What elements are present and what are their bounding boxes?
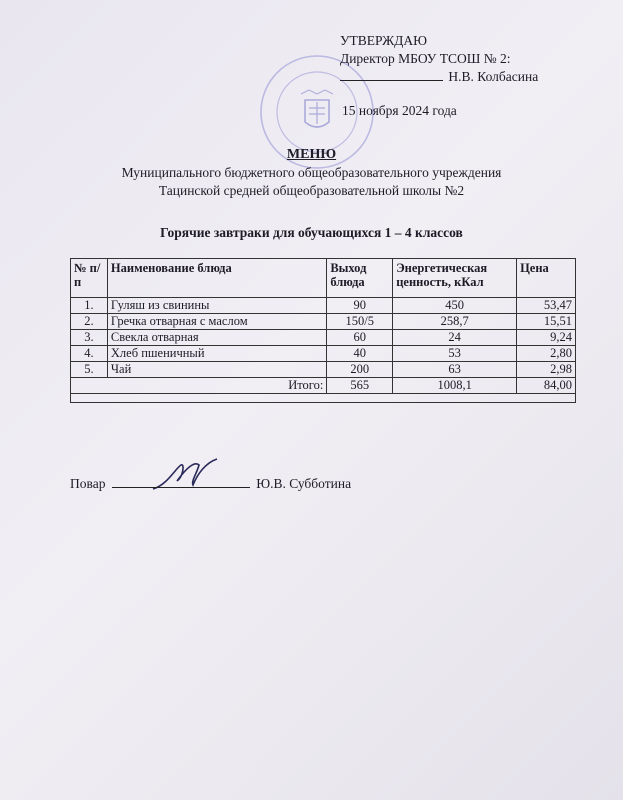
document-title: МЕНЮ bbox=[286, 147, 337, 162]
cell-price: 2,80 bbox=[517, 346, 576, 362]
table-total-row bbox=[71, 378, 576, 394]
total-energy: 1008,1 bbox=[393, 378, 517, 394]
approval-date: 15 ноября 2024 года bbox=[342, 103, 457, 118]
cell-energy: 258,7 bbox=[393, 314, 517, 330]
cell-name: Гречка отварная с маслом bbox=[107, 314, 326, 330]
cell-energy: 63 bbox=[393, 362, 517, 378]
header-num: № п/п bbox=[71, 259, 108, 298]
approval-title: УТВЕРЖДАЮ bbox=[340, 33, 428, 48]
director-name: Н.В. Колбасина bbox=[448, 69, 539, 84]
header-name: Наименование блюда bbox=[107, 259, 326, 298]
table-row bbox=[71, 346, 576, 362]
cell-name: Гуляш из свинины bbox=[107, 298, 326, 314]
cell-yield: 200 bbox=[327, 362, 393, 378]
table-row bbox=[71, 330, 576, 346]
cook-role: Повар bbox=[70, 476, 106, 491]
approval-position: Директор МБОУ ТСОШ № 2: bbox=[340, 51, 511, 66]
table-row bbox=[71, 314, 576, 330]
cell-energy: 450 bbox=[393, 298, 517, 314]
table-header-row bbox=[71, 259, 576, 298]
cell-price: 2,98 bbox=[517, 362, 576, 378]
cell-price: 15,51 bbox=[517, 314, 576, 330]
cell-num: 5. bbox=[71, 362, 108, 378]
menu-table bbox=[70, 258, 576, 403]
organization-line-2: Тацинской средней общеобразовательной школы №2 bbox=[158, 183, 465, 198]
header-price: Цена bbox=[517, 259, 576, 298]
spacer-cell bbox=[71, 394, 576, 403]
cell-num: 1. bbox=[71, 298, 108, 314]
header-energy: Энергетическая ценность, кКал bbox=[393, 259, 517, 298]
table-row bbox=[71, 362, 576, 378]
approval-signature-line bbox=[340, 68, 538, 86]
cell-energy: 53 bbox=[393, 346, 517, 362]
document-subtitle: Горячие завтраки для обучающихся 1 – 4 классов bbox=[160, 225, 463, 240]
cell-price: 9,24 bbox=[517, 330, 576, 346]
total-price: 84,00 bbox=[517, 378, 576, 394]
cell-name: Чай bbox=[107, 362, 326, 378]
cook-signature-underline bbox=[112, 476, 250, 488]
cell-num: 2. bbox=[71, 314, 108, 330]
total-label: Итого: bbox=[71, 378, 327, 394]
table-spacer-row bbox=[71, 394, 576, 403]
signature-underline bbox=[340, 69, 443, 81]
cell-name: Хлеб пшеничный bbox=[107, 346, 326, 362]
cell-yield: 150/5 bbox=[327, 314, 393, 330]
table-row bbox=[71, 298, 576, 314]
cook-signature-block bbox=[70, 476, 351, 492]
total-yield: 565 bbox=[327, 378, 393, 394]
cell-yield: 40 bbox=[327, 346, 393, 362]
cell-num: 4. bbox=[71, 346, 108, 362]
cook-name: Ю.В. Субботина bbox=[256, 476, 352, 491]
cell-energy: 24 bbox=[393, 330, 517, 346]
organization-line-1: Муниципального бюджетного общеобразовательного учреждения bbox=[121, 165, 502, 180]
cell-yield: 60 bbox=[327, 330, 393, 346]
cell-yield: 90 bbox=[327, 298, 393, 314]
approval-block bbox=[340, 32, 538, 86]
cell-num: 3. bbox=[71, 330, 108, 346]
cell-name: Свекла отварная bbox=[107, 330, 326, 346]
header-yield: Выход блюда bbox=[327, 259, 393, 298]
cell-price: 53,47 bbox=[517, 298, 576, 314]
